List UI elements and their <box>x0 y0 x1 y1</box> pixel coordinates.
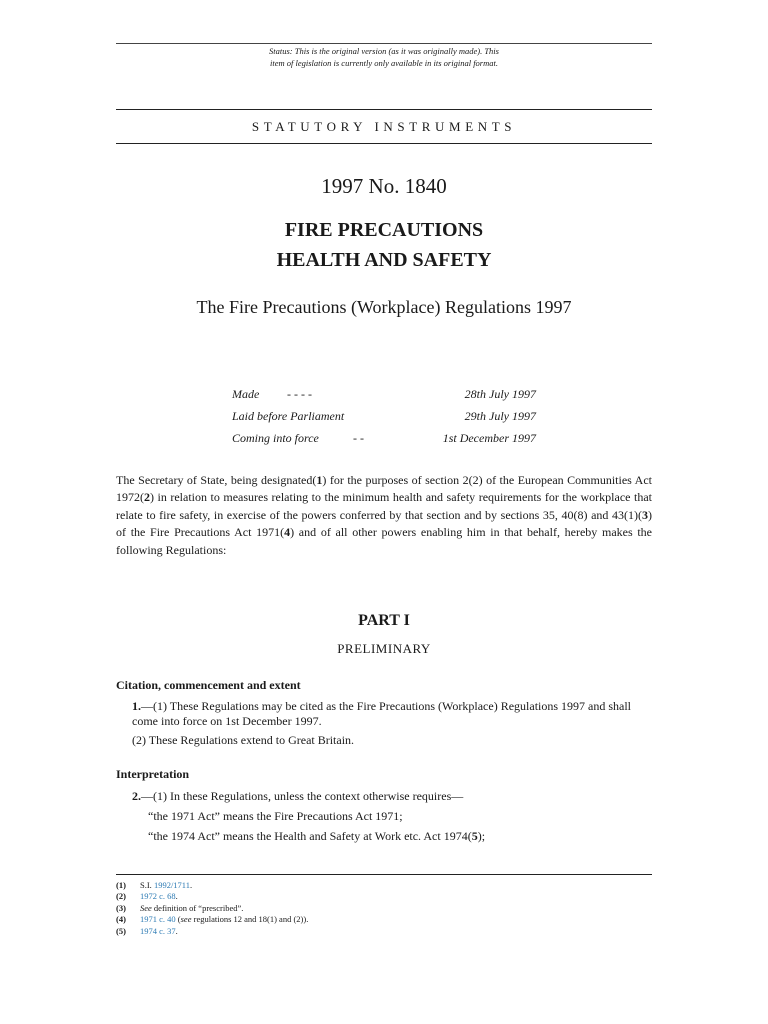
paragraph-text: —(1) These Regulations may be cited as the Fire Precautions (Workplace) Regulations 1997 and shall come into force on 1st December 1997. <box>132 699 632 728</box>
rule-bottom <box>116 143 652 144</box>
definition-text: “the 1974 Act” means the Health and Safety at Work etc. Act 1974( <box>148 829 472 843</box>
date-value: 28th July 1997 <box>464 387 536 401</box>
footnote-ref-5[interactable]: 5 <box>471 829 478 843</box>
regulation-1-paragraph-2: (2) These Regulations extend to Great Britain. <box>132 733 355 747</box>
footnote-text: regulations 12 and 18(1) and (2)). <box>191 914 309 925</box>
part-heading: PART I <box>358 612 410 629</box>
subject-heading-2: HEALTH AND SAFETY <box>276 249 492 271</box>
date-row-made <box>232 383 536 405</box>
footnote-ref-4[interactable]: 4 <box>284 525 291 540</box>
date-label: Coming into force <box>232 431 319 445</box>
rule-top <box>116 109 652 110</box>
part-subheading: PRELIMINARY <box>337 641 431 656</box>
series-label: STATUTORY INSTRUMENTS <box>251 119 517 134</box>
regulation-2-paragraph-1 <box>116 789 652 804</box>
paragraph-text: —(1) In these Regulations, unless the context otherwise requires— <box>141 789 464 803</box>
footnote-ref-2[interactable]: 2 <box>144 490 150 505</box>
preamble-text: ) of the Fire Precautions Act 1971( <box>116 507 652 540</box>
footnote-number: (4) <box>116 914 126 925</box>
dates-table <box>232 383 536 449</box>
subject-heading-1: FIRE PRECAUTIONS <box>284 219 484 241</box>
si-number: 1997 No. 1840 <box>321 174 447 198</box>
definition-1971-act: “the 1971 Act” means the Fire Precautions Act 1971; <box>148 809 403 823</box>
regulation-title: The Fire Precautions (Workplace) Regulations 1997 <box>196 297 572 317</box>
definition-text: ); <box>477 829 486 843</box>
footnote-5 <box>116 926 652 937</box>
footnote-number: (5) <box>116 925 126 936</box>
footnote-link[interactable]: 1974 c. 37 <box>140 925 176 936</box>
date-label: Made <box>232 387 260 401</box>
definition-1974-act <box>116 829 652 844</box>
footnote-ref-1[interactable]: 1 <box>316 473 323 487</box>
footnotes <box>116 880 652 937</box>
footnote-text: definition of “prescribed”. <box>151 902 244 913</box>
preamble-text: ) in relation to measures relating to the minimum health and safety requirements for the workplace that relate to fire safety, in exercise of the powers conferred by that section and by sections 35, 40(8) and 43(1)( <box>116 490 652 522</box>
footnote-emphasis: see <box>180 914 192 925</box>
date-value: 29th July 1997 <box>464 409 536 423</box>
section-heading-citation: Citation, commencement and extent <box>116 678 301 692</box>
footnote-1 <box>116 880 652 891</box>
footnote-ref-3[interactable]: 3 <box>642 507 648 522</box>
preamble-text: ) for the purposes of section 2(2) of the European Communities Act 1972( <box>116 473 652 505</box>
regulation-1-paragraph-1 <box>116 699 652 729</box>
footnote-number: (3) <box>116 902 126 913</box>
footnote-link[interactable]: 1971 c. 40 <box>140 914 176 925</box>
footnote-text: . <box>175 925 178 936</box>
footnote-text: S.I. <box>140 880 154 890</box>
preamble <box>116 472 652 559</box>
date-row-laid <box>232 405 536 427</box>
footnote-text: . <box>189 880 193 890</box>
footnote-rule <box>116 874 652 875</box>
footnote-text: . <box>175 891 178 902</box>
date-leader: - - - - <box>287 387 312 401</box>
footnote-link[interactable]: 1992/1711 <box>153 880 190 890</box>
date-label: Laid before Parliament <box>232 409 345 423</box>
date-value: 1st December 1997 <box>442 431 536 445</box>
footnote-link[interactable]: 1972 c. 68 <box>140 891 176 902</box>
footnote-number: (1) <box>116 880 126 890</box>
footnote-3 <box>116 903 652 914</box>
date-leader: - - <box>353 431 364 445</box>
date-row-coming-into-force <box>232 427 536 449</box>
status-line-1: Status: This is the original version (as it was originally made). This <box>269 46 499 56</box>
footnote-4 <box>116 914 652 925</box>
footnote-text: ( <box>175 914 181 925</box>
footnote-number: (2) <box>116 891 126 902</box>
footnote-emphasis: See <box>140 902 152 913</box>
regulation-number: 2. <box>132 789 141 803</box>
section-heading-interpretation: Interpretation <box>116 767 190 781</box>
status-notice <box>116 43 652 69</box>
status-line-2: item of legislation is currently only available in its original format. <box>270 58 498 68</box>
regulation-number: 1. <box>132 699 141 713</box>
footnote-2 <box>116 891 652 902</box>
preamble-text: The Secretary of State, being designated( <box>116 473 317 487</box>
preamble-text: ) and of all other powers enabling him in that behalf, hereby makes the following Regulations: <box>116 525 653 557</box>
